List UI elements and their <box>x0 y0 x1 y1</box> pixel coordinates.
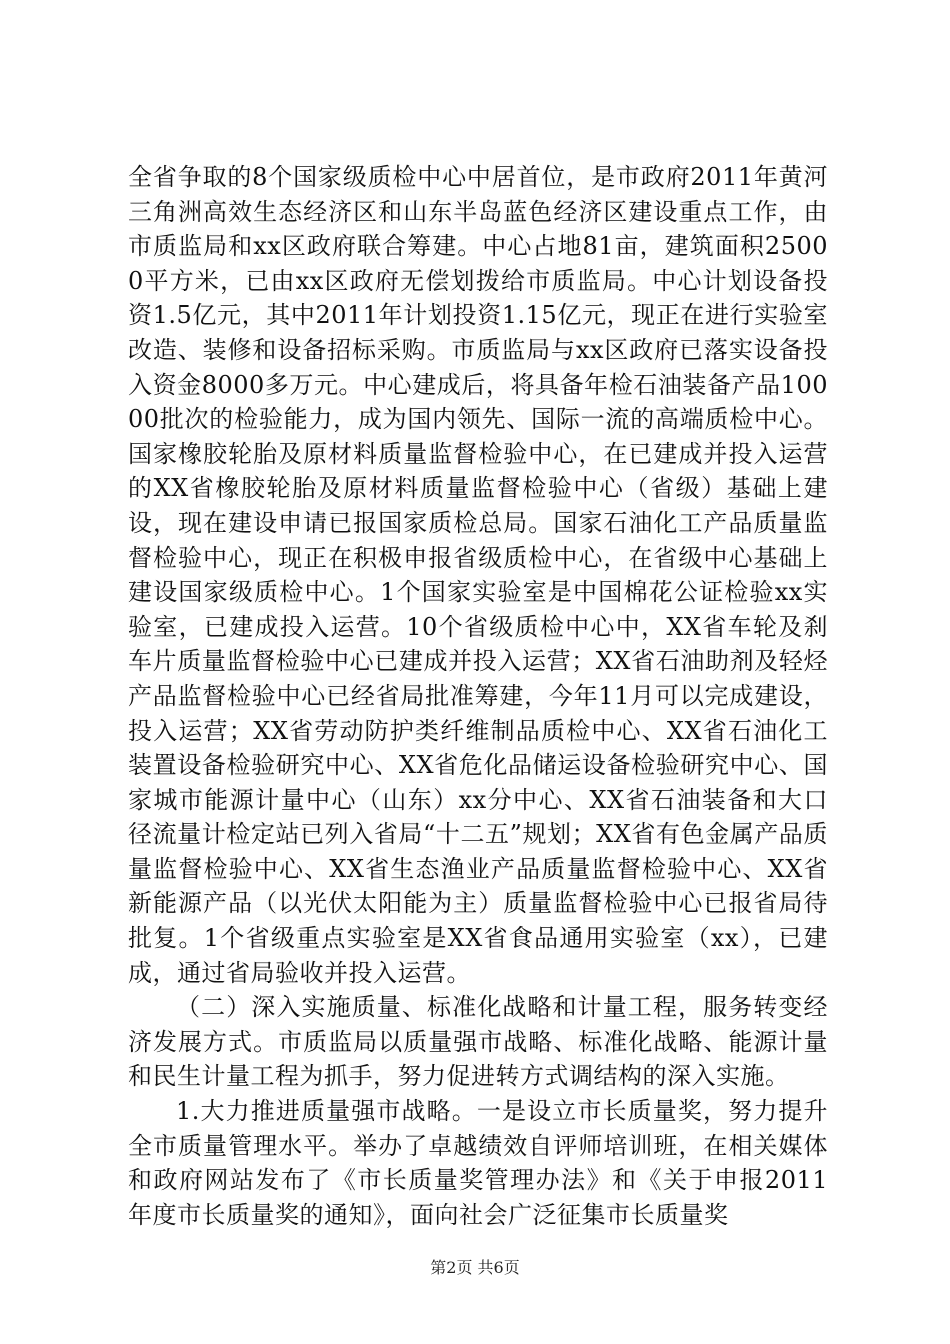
document-body <box>128 160 828 1232</box>
paragraph-continuation: 全省争取的8个国家级质检中心中居首位，是市政府2011年黄河三角洲高效生态经济区和山东半岛蓝色经济区建设重点工作，由市质监局和xx区政府联合筹建。中心占地81亩，建筑面积25000平方米，已由xx区政府无偿划拨给市质监局。中心计划设备投资1.5亿元，其中2011年计划投资1.15亿元，现正在进行实验室改造、装修和设备招标采购。市质监局与xx区政府已落实设备投入资金8000多万元。中心建成后，将具备年检石油装备产品10000批次的检验能力，成为国内领先、国际一流的高端质检中心。国家橡胶轮胎及原材料质量监督检验中心，在已建成并投入运营的XX省橡胶轮胎及原材料质量监督检验中心（省级）基础上建设，现在建设申请已报国家质检总局。国家石油化工产品质量监督检验中心，现正在积极申报省级质检中心，在省级中心基础上建设国家级质检中心。1个国家实验室是中国棉花公证检验xx实验室，已建成投入运营。10个省级质检中心中，XX省车轮及刹车片质量监督检验中心已建成并投入运营；XX省石油助剂及轻烃产品监督检验中心已经省局批准筹建，今年11月可以完成建设，投入运营；XX省劳动防护类纤维制品质检中心、XX省石油化工装置设备检验研究中心、XX省危化品储运设备检验研究中心、国家城市能源计量中心（山东）xx分中心、XX省石油装备和大口径流量计检定站已列入省局“十二五”规划；XX省有色金属产品质量监督检验中心、XX省生态渔业产品质量监督检验中心、XX省新能源产品（以光伏太阳能为主）质量监督检验中心已报省局待批复。1个省级重点实验室是XX省食品通用实验室（xx），已建成，通过省局验收并投入运营。 <box>128 163 828 987</box>
paragraph-item-one: 1.大力推进质量强市战略。一是设立市长质量奖，努力提升全市质量管理水平。举办了卓越绩效自评师培训班，在相关媒体和政府网站发布了《市长质量奖管理办法》和《关于申报2011年度市长质量奖的通知》，面向社会广泛征集市长质量奖 <box>128 1097 828 1229</box>
page-number-footer: 第2页 共6页 <box>430 1258 520 1277</box>
paragraph-section-two: （二）深入实施质量、标准化战略和计量工程，服务转变经济发展方式。市质监局以质量强市战略、标准化战略、能源计量和民生计量工程为抓手，努力促进转方式调结构的深入实施。 <box>128 993 828 1091</box>
